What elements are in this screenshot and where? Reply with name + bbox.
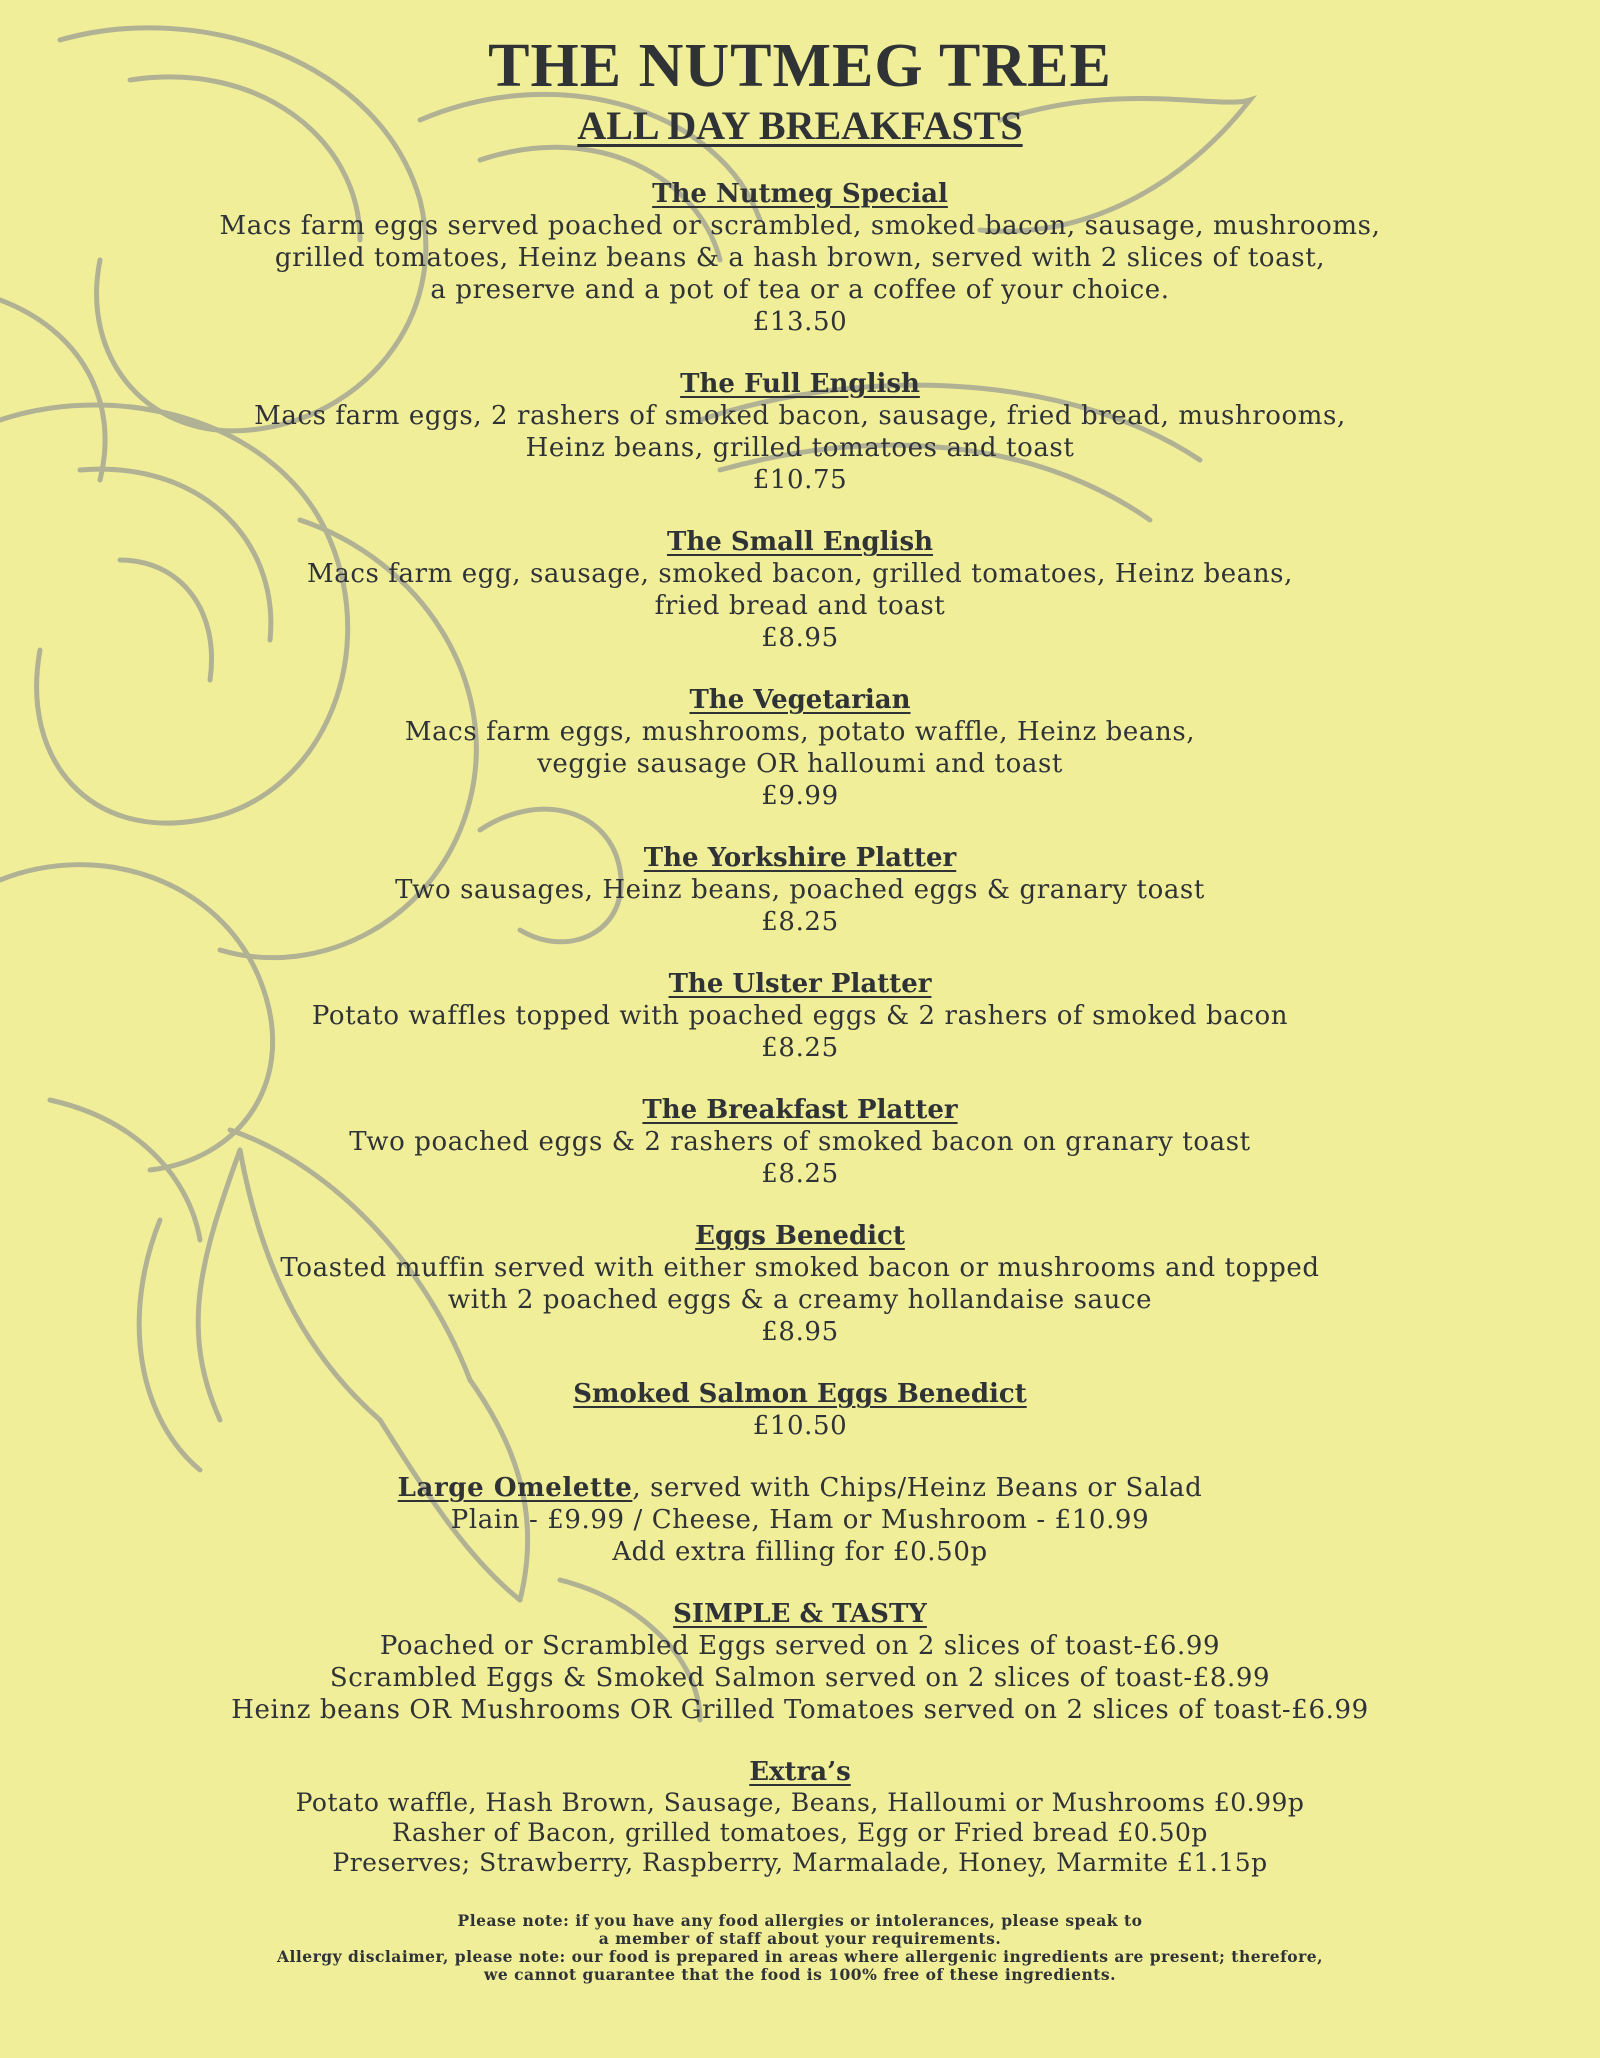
omelette-heading — [0, 1472, 1600, 1504]
item-name: The Small English — [667, 527, 933, 557]
note-line: Allergy disclaimer, please note: our food is prepared in areas where allergenic ingredients are present; therefore, — [276, 1947, 1324, 1966]
item-description-line: Plain - £9.99 / Cheese, Ham or Mushroom - £10.99 — [450, 1505, 1150, 1535]
section-line: Scrambled Eggs & Smoked Salmon served on 2 slices of toast-£8.99 — [329, 1663, 1271, 1693]
item-name: The Nutmeg Special — [652, 179, 948, 209]
menu-item-yorkshire-platter — [0, 842, 1600, 938]
item-name: The Vegetarian — [689, 685, 911, 715]
note-line: we cannot guarantee that the food is 100% free of these ingredients. — [484, 1965, 1116, 1984]
item-description-line: Macs farm eggs served poached or scrambled, smoked bacon, sausage, mushrooms, — [219, 211, 1381, 241]
section-line: Preserves; Strawberry, Raspberry, Marmalade, Honey, Marmite £1.15p — [332, 1848, 1268, 1877]
note-line: Please note: if you have any food allergies or intolerances, please speak to — [457, 1911, 1143, 1930]
item-name: The Yorkshire Platter — [643, 843, 957, 873]
extras-section — [0, 1756, 1600, 1878]
section-heading: SIMPLE & TASTY — [673, 1599, 927, 1629]
item-price: £8.25 — [761, 907, 839, 937]
item-description-line: with 2 poached eggs & a creamy hollandaise sauce — [447, 1285, 1153, 1315]
menu-subtitle: ALL DAY BREAKFASTS — [577, 103, 1023, 148]
menu-item-nutmeg-special — [0, 178, 1600, 338]
simple-and-tasty-section — [0, 1598, 1600, 1726]
item-description-line: Add extra filling for £0.50p — [612, 1537, 988, 1567]
item-price: £8.25 — [761, 1033, 839, 1063]
allergy-note — [0, 1912, 1600, 1984]
section-line: Poached or Scrambled Eggs served on 2 slices of toast-£6.99 — [379, 1631, 1221, 1661]
item-name: Large Omelette — [397, 1473, 633, 1503]
item-name: The Full English — [680, 369, 920, 399]
item-description-line: Potato waffles topped with poached eggs & 2 rashers of smoked bacon — [311, 1001, 1289, 1031]
section-line: Heinz beans OR Mushrooms OR Grilled Tomatoes served on 2 slices of toast-£6.99 — [231, 1695, 1369, 1725]
item-description-line: Macs farm egg, sausage, smoked bacon, grilled tomatoes, Heinz beans, — [307, 559, 1293, 589]
item-price: £8.25 — [761, 1159, 839, 1189]
section-line: Rasher of Bacon, grilled tomatoes, Egg or Fried bread £0.50p — [392, 1818, 1208, 1847]
menu-item-small-english — [0, 526, 1600, 654]
section-heading: Extra’s — [749, 1757, 851, 1787]
menu-item-eggs-benedict — [0, 1220, 1600, 1348]
item-description-line: veggie sausage OR halloumi and toast — [537, 749, 1063, 779]
omelette-suffix: , served with Chips/Heinz Beans or Salad — [632, 1473, 1203, 1503]
restaurant-title: THE NUTMEG TREE — [488, 32, 1112, 100]
item-description-line: Toasted muffin served with either smoked bacon or mushrooms and topped — [280, 1253, 1320, 1283]
item-price: £10.50 — [752, 1411, 848, 1441]
menu-item-smoked-salmon-benedict — [0, 1378, 1600, 1442]
item-name: Smoked Salmon Eggs Benedict — [573, 1379, 1027, 1409]
section-line: Potato waffle, Hash Brown, Sausage, Beans, Halloumi or Mushrooms £0.99p — [295, 1788, 1305, 1817]
item-price: £13.50 — [752, 307, 848, 337]
item-description-line: Heinz beans, grilled tomatoes and toast — [525, 433, 1075, 463]
menu-item-ulster-platter — [0, 968, 1600, 1064]
item-description-line: Two poached eggs & 2 rashers of smoked bacon on granary toast — [349, 1127, 1251, 1157]
item-description-line: Macs farm eggs, mushrooms, potato waffle, Heinz beans, — [404, 717, 1196, 747]
item-price: £8.95 — [761, 623, 839, 653]
note-line: a member of staff about your requirements. — [598, 1929, 1002, 1948]
item-description-line: a preserve and a pot of tea or a coffee of your choice. — [430, 275, 1170, 305]
item-name: The Ulster Platter — [668, 969, 932, 999]
item-description-line: fried bread and toast — [654, 591, 946, 621]
menu-item-breakfast-platter — [0, 1094, 1600, 1190]
item-description-line: Two sausages, Heinz beans, poached eggs & granary toast — [395, 875, 1205, 905]
item-name: Eggs Benedict — [695, 1221, 905, 1251]
menu-item-vegetarian — [0, 684, 1600, 812]
menu-item-large-omelette — [0, 1472, 1600, 1568]
item-name: The Breakfast Platter — [642, 1095, 958, 1125]
item-description-line: Macs farm eggs, 2 rashers of smoked bacon, sausage, fried bread, mushrooms, — [254, 401, 1346, 431]
item-description-line: grilled tomatoes, Heinz beans & a hash brown, served with 2 slices of toast, — [274, 243, 1326, 273]
item-price: £8.95 — [761, 1317, 839, 1347]
menu-item-full-english — [0, 368, 1600, 496]
item-price: £9.99 — [761, 781, 839, 811]
item-price: £10.75 — [752, 465, 848, 495]
